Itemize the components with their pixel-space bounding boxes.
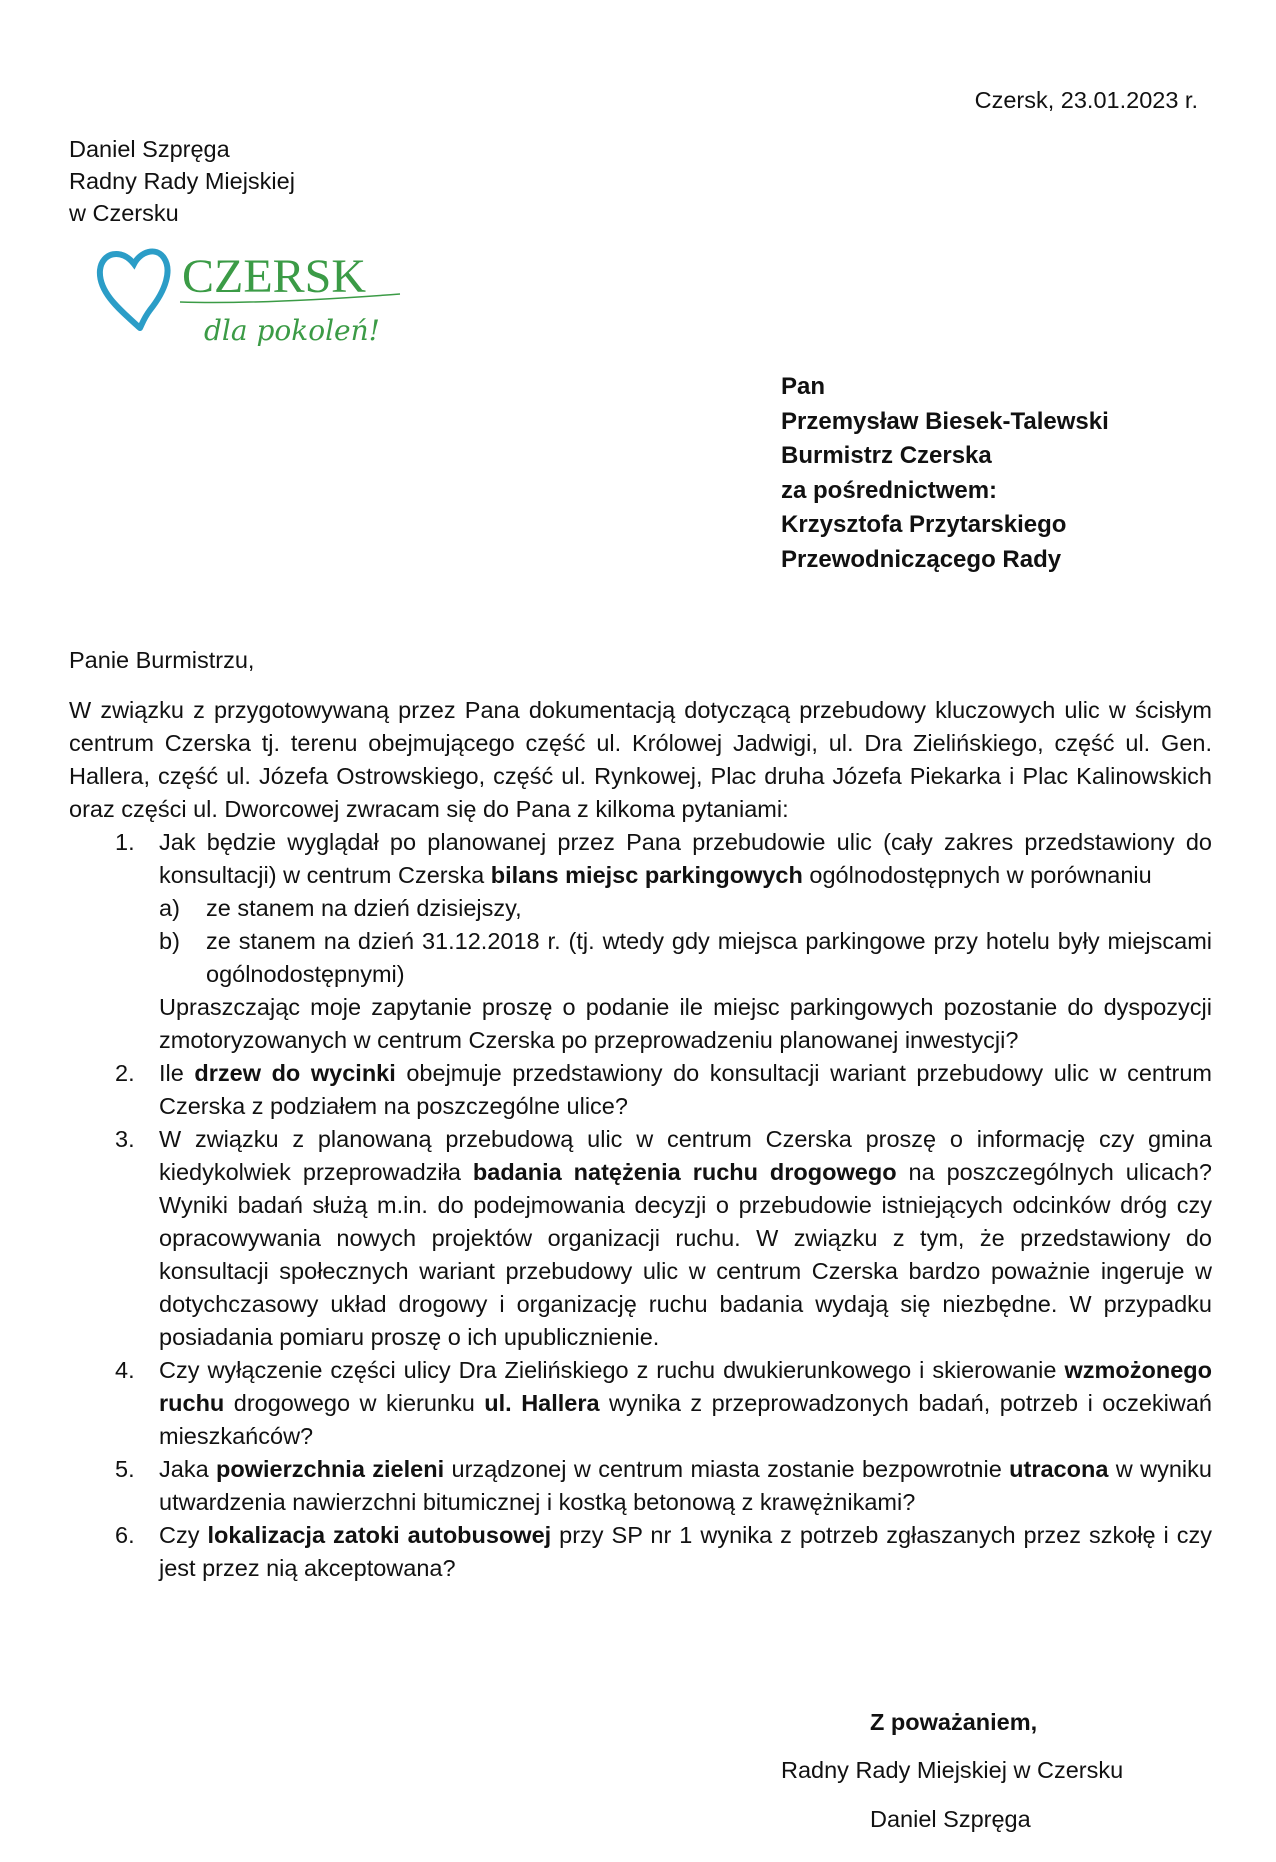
- recipient-position: Burmistrz Czerska: [781, 442, 992, 469]
- logo-title: CZERSK: [182, 250, 367, 303]
- question-item: [69, 1453, 1212, 1519]
- sender-name: Daniel Szpręga: [69, 136, 230, 162]
- recipient-block: [781, 370, 1109, 577]
- item-text: Czy wyłączenie części ulicy Dra Zielińskiego z ruchu dwukierunkowego i skierowanie wzmożonego ruchu drogowego w kierunku ul. Hallera wynika z przeprowadzonych badań, potrzeb i oczekiwań mieszkańców?: [159, 1357, 1212, 1449]
- item-number: 6.: [115, 1522, 135, 1548]
- item-text: Ile drzew do wycinki obejmuje przedstawiony do konsultacji wariant przebudowy ulic w centrum Czerska z podziałem na poszczególne ulice?: [159, 1060, 1212, 1119]
- salutation: Panie Burmistrzu,: [69, 647, 255, 673]
- closing-phrase: Z poważaniem,: [870, 1709, 1038, 1735]
- intermediary-position: Przewodniczącego Rady: [781, 545, 1062, 573]
- item-text: Czy lokalizacja zatoki autobusowej przy SP nr 1 wynika z potrzeb zgłaszanych przez szkołę i czy jest przez nią akceptowana?: [159, 1522, 1212, 1581]
- item-text: W związku z planowaną przebudową ulic w centrum Czerska proszę o informację czy gmina kiedykolwiek przeprowadziła badania natężenia ruchu drogowego na poszczególnych ulicach? Wyniki badań służą m.in. do podejmowania decyzji o przebudowie istniejących odcinków dróg czy opracowywania nowych projektów organizacji ruchu. W związku z tym, że przedstawiony do konsultacji społecznych wariant przebudowy ulic w centrum Czerska bardzo poważnie ingeruje w dotychczasowy układ drogowy i organizację ruchu badania wydają się niezbędne. W przypadku posiadania pomiaru proszę o ich upublicznienie.: [159, 1126, 1213, 1350]
- item-number: 4.: [115, 1357, 135, 1383]
- question-item: [69, 1057, 1212, 1123]
- sub-item: [159, 925, 1212, 991]
- recipient-via: za pośrednictwem:: [781, 476, 998, 504]
- recipient-title: Pan: [781, 373, 826, 400]
- logo-tagline: dla pokoleń!: [204, 314, 380, 347]
- heart-icon: [90, 240, 430, 360]
- question-item: [69, 1354, 1212, 1453]
- item-number: 3.: [115, 1126, 135, 1152]
- sub-item-text: ze stanem na dzień 31.12.2018 r. (tj. wtedy gdy miejsca parkingowe przy hotelu były miejscami ogólnodostępnymi): [206, 928, 1212, 987]
- question-item: [69, 1123, 1212, 1354]
- item-text: Jaka powierzchnia zieleni urządzonej w centrum miasta zostanie bezpowrotnie utracona w wyniku utwardzenia nawierzchni bitumicznej i kostką betonową z krawężnikami?: [159, 1456, 1212, 1515]
- item-number: 2.: [115, 1060, 135, 1086]
- question-item: [69, 826, 1212, 1057]
- signature-name: Daniel Szpręga: [870, 1806, 1031, 1832]
- recipient-name: Przemysław Biesek-Talewski: [781, 407, 1109, 435]
- intro-paragraph: W związku z przygotowywaną przez Pana dokumentacją dotyczącą przebudowy kluczowych ulic w ścisłym centrum Czerska tj. terenu obejmującego część ul. Królowej Jadwigi, ul. Dra Zielińskiego, część ul. Gen. Hallera, część ul. Józefa Ostrowskiego, część ul. Rynkowej, Plac druha Józefa Piekarka i Plac Kalinowskich oraz części ul. Dworcowej zwracam się do Pana z kilkoma pytaniami:: [69, 697, 1212, 822]
- signature-role: Radny Rady Miejskiej w Czersku: [781, 1757, 1124, 1783]
- sub-item: [159, 892, 1212, 925]
- czersk-logo: [90, 240, 430, 360]
- item-extra-text: Upraszczając moje zapytanie proszę o podanie ile miejsc parkingowych pozostanie do dyspozycji zmotoryzowanych w centrum Czerska po przeprowadzeniu planowanej inwestycji?: [159, 994, 1212, 1053]
- letter-date: Czersk, 23.01.2023 r.: [974, 87, 1198, 113]
- letter-body: [69, 694, 1212, 1585]
- sender-block: [69, 133, 295, 229]
- item-number: 5.: [115, 1456, 135, 1482]
- question-item: [69, 1519, 1212, 1585]
- sub-item-label: b): [159, 928, 180, 954]
- item-number: 1.: [115, 829, 135, 855]
- sub-item-text: ze stanem na dzień dzisiejszy,: [206, 895, 522, 921]
- item-text: Jak będzie wyglądał po planowanej przez Pana przebudowie ulic (cały zakres przedstawiony do konsultacji) w centrum Czerska bilans miejsc parkingowych ogólnodostępnych w porównaniu: [159, 829, 1212, 888]
- sender-role: Radny Rady Miejskiej: [69, 168, 295, 194]
- sender-location: w Czersku: [69, 200, 179, 226]
- sub-item-label: a): [159, 895, 180, 921]
- intermediary-name: Krzysztofa Przytarskiego: [781, 511, 1067, 538]
